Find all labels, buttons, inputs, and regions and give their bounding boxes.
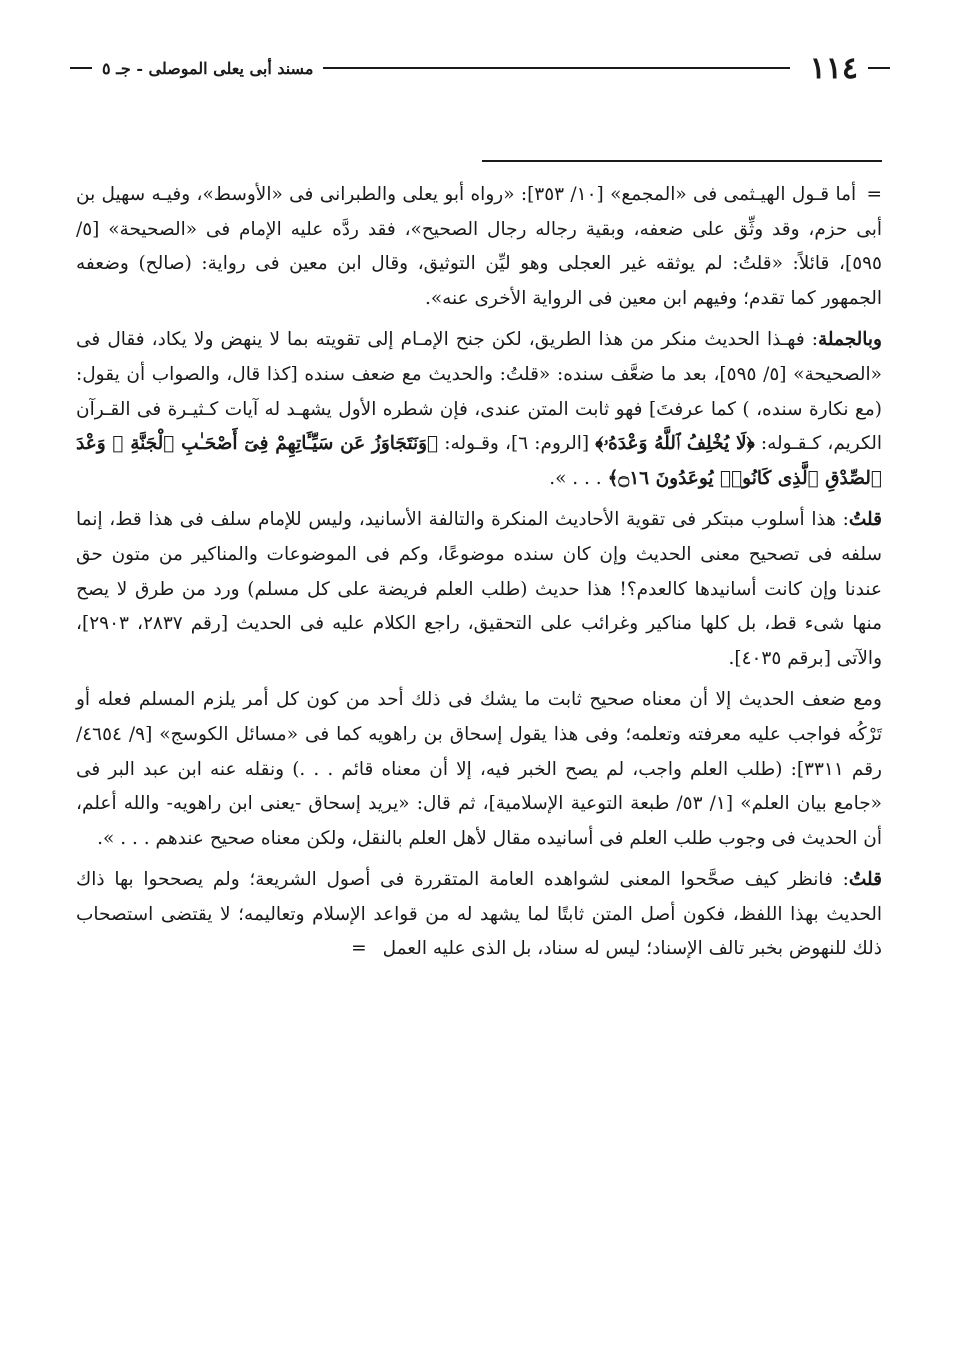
paragraph-text: أما قـول الهيـثمى فى «المجمع» [١٠/ ٣٥٣]: «رواه أبو يعلى والطبرانى فى «الأوسط»، وفيـه سهيل بن أبى حزم، وقد وثِّق على ضعفه، وبقية رجاله رجال الصحيح»، فقد ردَّه عليه الإمام فى «الصحيحة» [٥/ ٥٩٥]، قائلاً: «قلتُ: لم يوثقه غير العجلى وهو ليِّن التوثيق، وقال ابن معين فى رواية: (صالح) وضعفه الجمهور كما تقدم؛ وفيهم ابن معين فى الرواية الأخرى عنه».	[76, 184, 882, 309]
quran-verse: ﴿لَا يُخْلِفُ ٱللَّهُ وَعْدَهُۥ﴾	[595, 433, 755, 455]
footnote-block	[76, 178, 882, 974]
paragraph-label: قلتُ	[848, 509, 882, 531]
footnote-paragraph	[76, 683, 882, 856]
header-dash	[868, 67, 890, 69]
paragraph-text: [الروم: ٦]، وقـوله:	[438, 433, 596, 455]
header-dash	[70, 67, 92, 69]
running-header	[70, 48, 890, 88]
header-rule	[323, 67, 789, 69]
paragraph-label: قلتُ	[848, 869, 882, 891]
paragraph-text: : فهـذا الحديث منكر من هذا الطريق، لكن جنح الإمـام إلى تقويته بما لا ينهض ولا يكاد، فقال فى «الصحيحة» [٥/ ٥٩٥]، بعد ما ضعَّف سنده: «قلتُ: والحديث مع ضعف سنده [كذا قال، والصواب أن يقول: (مع نكارة سنده، ) كما عرفتَ] فهو ثابت المتن عندى، فإن شطره الأول يشهـد له آيات كـثيـرة فى القـرآن الكريم، كـقـوله:	[76, 329, 883, 455]
paragraph-label: وبالجملة	[817, 329, 882, 351]
paragraph-text: : هذا أسلوب مبتكر فى تقوية الأحاديث المنكرة والتالفة الأسانيد، وليس للإمام سلف فى هذا قط، إنما سلفه فى تصحيح معنى الحديث وإن كان سنده موضوعًا، وكم فى الموضوعات والمناكير من متون حق عندنا وإن كانت أسانيدها كالعدم؟! هذا حديث (طلب العلم فريضة على كل مسلم) ورد من طرق لا يصح منها شىء قط، بل كلها مناكير وغرائب على التحقيق، راجع الكلام عليه فى الحديث [رقم ٢٨٣٧، ٢٩٠٣]، والآتى [برقم ٤٠٣٥].	[76, 509, 882, 669]
footnote-paragraph	[76, 863, 882, 967]
running-title: مسند أبى يعلى الموصلى - جـ ٥	[102, 58, 314, 78]
footnote-paragraph	[76, 503, 882, 676]
paragraph-text: . . . ».	[549, 467, 608, 489]
footnote-separator	[482, 160, 882, 162]
quran-verse: ﴿وَنَتَجَاوَزُ عَن سَيِّـَٔاتِهِمْ فِىٓ أَصْحَـٰبِ ٱلْجَنَّةِ ۖ وَعْدَ ٱلصِّدْقِ ٱلَّذِى كَانُوا۟ يُوعَدُونَ ۝١٦﴾	[76, 433, 882, 489]
paragraph-text: : فانظر كيف صحَّحوا المعنى لشواهده العامة المتقررة فى أصول الشريعة؛ ولم يصححوا بها ذاك الحديث بهذا اللفظ، فكون أصل المتن ثابتًا لما يشهد له من قواعد الإسلام وتعاليمه؛ لا يقتضى استصحاب ذلك للنهوض بخبر تالف الإسناد؛ ليس له سناد، بل الذى عليه العمل	[76, 869, 882, 960]
footnote-paragraph	[76, 178, 882, 316]
continuation-mark: =	[866, 184, 882, 205]
page-number: ١١٤	[809, 50, 858, 86]
footnote-paragraph	[76, 323, 882, 496]
paragraph-text: ومع ضعف الحديث إلا أن معناه صحيح ثابت ما يشك فى ذلك أحد من كون كل أمر يلزم المسلم فعله أو تَرْكُه فواجب عليه معرفته وتعلمه؛ وفى هذا يقول إسحاق بن راهويه كما فى «مسائل الكوسج» [٩/ ٤٦٥٤/ رقم ٣٣١١]: (طلب العلم واجب، لم يصح الخبر فيه، إلا أن معناه قائم . . .) ونقله عنه ابن عبد البر فى «جامع بيان العلم» [١/ ٥٣/ طبعة التوعية الإسلامية]، ثم قال: «يريد إسحاق -يعنى ابن راهويه- والله أعلم، أن الحديث فى وجوب طلب العلم فى أسانيده مقال لأهل العلم بالنقل، ولكن معناه صحيح عندهم . . . ».	[76, 689, 882, 849]
continuation-mark: =	[351, 938, 367, 960]
